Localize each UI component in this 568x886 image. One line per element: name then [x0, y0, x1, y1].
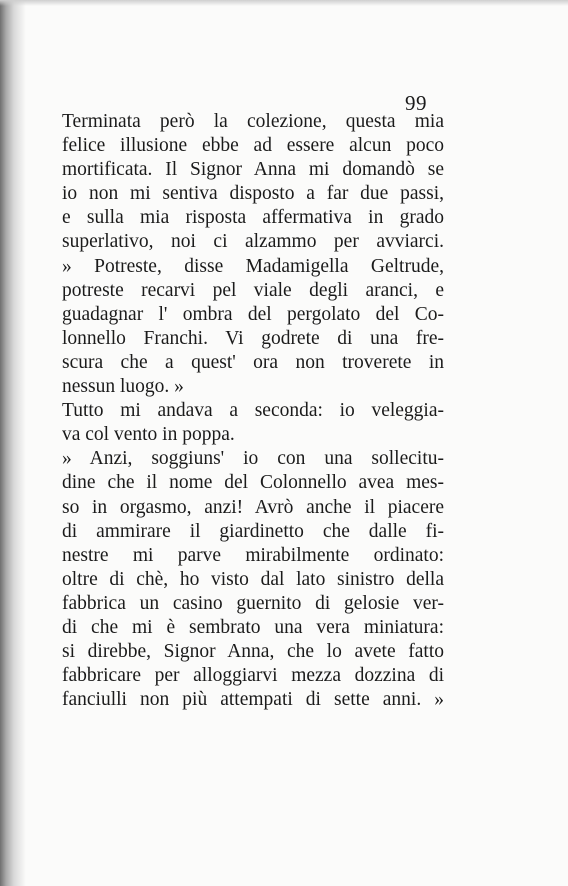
page-top-edge — [0, 0, 568, 6]
text-line: so in orgasmo, anzi! Avrò anche il piacere — [62, 496, 444, 518]
text-line: fabbrica un casino guernito di gelosie ver- — [62, 592, 444, 614]
text-line: oltre di chè, ho visto dal lato sinistro della — [62, 568, 444, 590]
text-line: felice illusione ebbe ad essere alcun poco — [62, 135, 444, 157]
text-line: nessun luogo. » — [62, 376, 184, 398]
text-line: guadagnar l' ombra del pergolato del Co- — [62, 303, 444, 325]
text-line: di ammirare il giardinetto che dalle fi- — [62, 520, 444, 542]
text-line: e sulla mia risposta affermativa in grado — [62, 207, 444, 229]
text-line: » Potreste, disse Madamigella Geltrude, — [62, 255, 444, 277]
text-line: mortificata. Il Signor Anna mi domandò se — [62, 159, 444, 181]
text-line: fabbricare per alloggiarvi mezza dozzina di — [62, 665, 444, 687]
text-line: Tutto mi andava a seconda: io veleggia- — [62, 400, 444, 422]
page-number: 99 — [405, 91, 427, 115]
text-line: lonnello Franchi. Vi godrete di una fre- — [62, 327, 444, 349]
text-line: si direbbe, Signor Anna, che lo avete fatto — [62, 641, 444, 663]
text-line: di che mi è sembrato una vera miniatura: — [62, 616, 444, 638]
body-text — [62, 110, 444, 712]
text-line: dine che il nome del Colonnello avea mes- — [62, 472, 444, 494]
text-line: va col vento in poppa. — [62, 424, 235, 446]
binding-shadow — [0, 0, 26, 886]
text-line: fanciulli non più attempati di sette anni. » — [62, 689, 444, 711]
text-line: scura che a quest' ora non troverete in — [62, 351, 444, 373]
text-line: io non mi sentiva disposto a far due passi, — [62, 183, 444, 205]
text-line: potreste recarvi pel viale degli aranci, e — [62, 279, 444, 301]
text-line: Terminata però la colezione, questa mia — [62, 111, 444, 132]
text-line: » Anzi, soggiuns' io con una sollecitu- — [62, 448, 444, 470]
text-line: nestre mi parve mirabilmente ordinato: — [62, 544, 444, 566]
text-line: superlativo, noi ci alzammo per avviarci. — [62, 231, 444, 253]
